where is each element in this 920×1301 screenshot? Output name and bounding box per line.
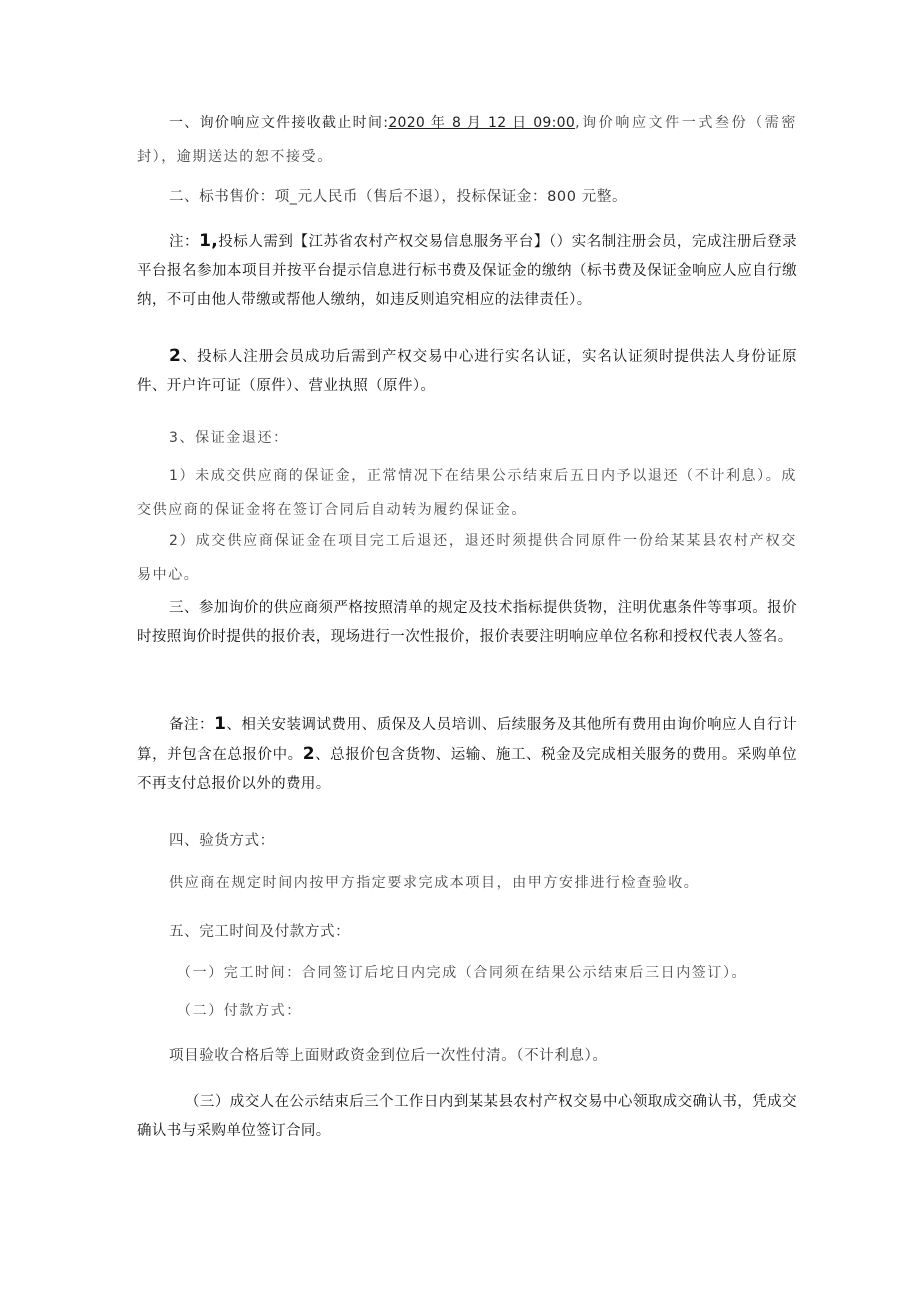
note-number-1: 1, [199,231,219,251]
remarks-label: 备注： [169,717,215,733]
remarks-body-1: 、相关安装调试费用、质保及人员培训、后续服务及其他所有费用由询价响应人自行计算，并包含在总报价中。 [137,717,797,763]
paragraph-deposit-2: 2）成交供应商保证金在项目完工后退还，退还时须提供合同原件一份给某某县农村产权交易中心。 [137,533,797,583]
note-body-1: 投标人需到【江苏省农村产权交易信息服务平台】（）实名制注册会员，完成注册后登录平台报名参加本项目并按平台提示信息进行标书费及保证金的缴纳（标书费及保证金响应人应自行缴纳，不可由他人带缴或帮他人缴纳，如违反则追究相应的法律责任）。 [137,234,797,308]
paragraph-payment-title: （二）付款方式： [177,1003,302,1019]
paragraph-note-2 [137,342,797,401]
paragraph-confirmation: （三）成交人在公示结束后三个工作日内到某某县农村产权交易中心领取成交确认书，凭成交确认书与采购单位签订合同。 [137,1094,797,1139]
paragraph-section-4: 四、验货方式： [169,833,275,849]
deadline-date: 2020 年 8 月 12 日 09:00 [388,115,576,131]
note-label: 注： [169,234,200,250]
paragraph-deadline [137,106,797,174]
paragraph-deposit-1: 1）未成交供应商的保证金，正常情况下在结果公示结束后五日内予以退还（不计利息）。成交供应商的保证金将在签订合同后自动转为履约保证金。 [137,468,797,518]
note-body-2: 、投标人注册会员成功后需到产权交易中心进行实名认证，实名认证须时提供法人身份证原件、开户许可证（原件）、营业执照（原件）。 [137,349,797,394]
deadline-note: ,询价响应文件一式叁份（需密封），逾期送达的恕不接受。 [137,115,798,165]
note-number-2: 2 [169,346,182,366]
remarks-body-2: 、总报价包含货物、运输、施工、税金及完成相关服务的费用。采购单位不再支付总报价以外的费用。 [137,747,798,792]
paragraph-note-1 [137,227,797,315]
paragraph-remarks [137,710,797,799]
paragraph-deposit-title: 3、保证金退还： [169,430,289,446]
paragraph-section-5: 五、完工时间及付款方式： [169,924,351,940]
deadline-heading: 一、询价响应文件接收截止时间: [169,115,389,131]
paragraph-completion-time: （一）完工时间：合同签订后坨日内完成（合同须在结果公示结束后三日内签订）。 [177,965,748,981]
paragraph-section-3: 三、参加询价的供应商须严格按照清单的规定及技术指标提供货物，注明优惠条件等事项。报价时按照询价时提供的报价表，现场进行一次性报价，报价表要注明响应单位名称和授权代表人签名。 [137,600,797,645]
paragraph-price: 二、标书售价：项_元人民币（售后不退），投标保证金：800 元整。 [169,189,628,205]
remarks-number-2: 2 [302,744,315,764]
remarks-number-1: 1 [214,714,227,734]
paragraph-inspection: 供应商在规定时间内按甲方指定要求完成本项目，由甲方安排进行检查验收。 [169,875,700,891]
paragraph-payment-terms: 项目验收合格后等上面财政资金到位后一次性付清。（不计利息）。 [169,1048,608,1064]
